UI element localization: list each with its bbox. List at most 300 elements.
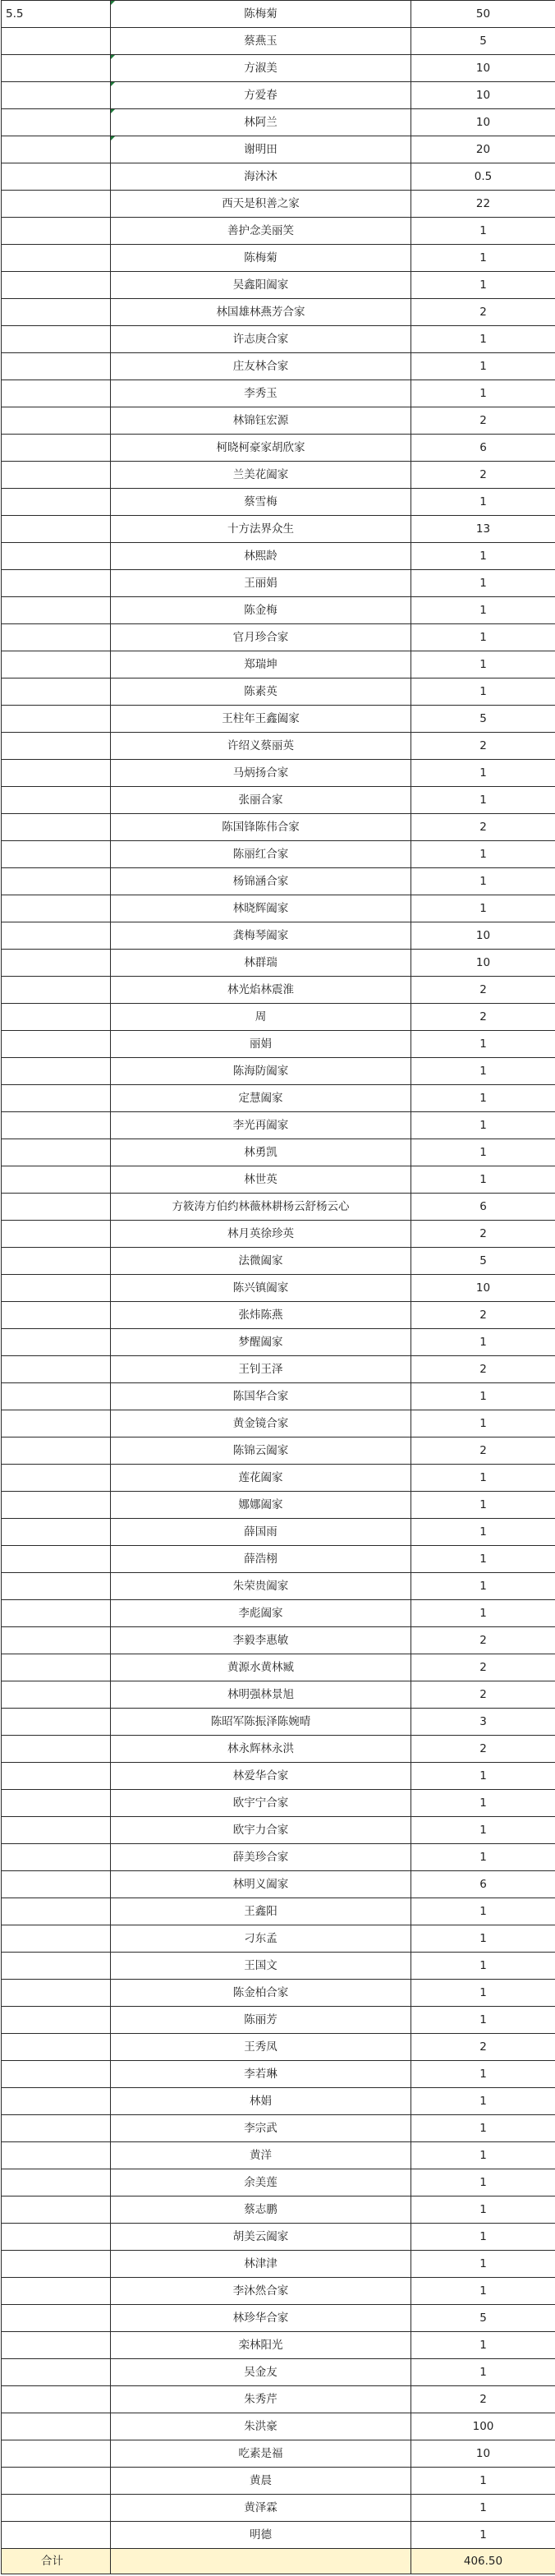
name-cell: 黄金镜合家 [111, 1410, 411, 1438]
amount-cell: 1 [411, 218, 555, 245]
amount-cell: 1 [411, 1980, 555, 2007]
amount-cell: 1 [411, 1763, 555, 1790]
name-cell: 方淑美 [111, 55, 411, 82]
date-cell [2, 760, 111, 787]
table-row [2, 2196, 555, 2224]
amount-cell: 1 [411, 2196, 555, 2224]
date-cell [2, 407, 111, 435]
amount-cell: 2 [411, 1627, 555, 1654]
amount-cell: 3 [411, 1709, 555, 1736]
amount-cell: 1 [411, 326, 555, 353]
name-cell: 林娟 [111, 2088, 411, 2115]
date-cell [2, 380, 111, 407]
total-amount: 406.50 [411, 2549, 555, 2574]
name-cell: 林勇凯 [111, 1139, 411, 1166]
table-row [2, 1817, 555, 1844]
date-cell [2, 2386, 111, 2413]
table-row [2, 2359, 555, 2386]
date-cell [2, 1871, 111, 1898]
amount-cell: 1 [411, 841, 555, 868]
table-row [2, 1980, 555, 2007]
date-cell [2, 1953, 111, 1980]
table-row [2, 2305, 555, 2332]
date-cell [2, 2468, 111, 2495]
amount-cell: 1 [411, 1410, 555, 1438]
date-cell [2, 1980, 111, 2007]
name-cell: 林晓辉阖家 [111, 895, 411, 922]
date-cell [2, 28, 111, 55]
table-row [2, 2332, 555, 2359]
amount-cell: 1 [411, 2359, 555, 2386]
amount-cell: 2 [411, 1356, 555, 1383]
date-cell [2, 109, 111, 136]
date-cell [2, 489, 111, 516]
table-row [2, 1844, 555, 1871]
date-cell [2, 895, 111, 922]
name-cell: 许志庚合家 [111, 326, 411, 353]
table-row [2, 1275, 555, 1302]
date-cell [2, 1681, 111, 1709]
name-cell: 余美莲 [111, 2169, 411, 2196]
table-row [2, 1194, 555, 1221]
table-row [2, 1627, 555, 1654]
table-row [2, 191, 555, 218]
date-cell [2, 1736, 111, 1763]
date-cell [2, 1898, 111, 1925]
table-row [2, 1139, 555, 1166]
date-cell [2, 868, 111, 895]
table-row [2, 787, 555, 814]
name-cell: 娜娜阖家 [111, 1492, 411, 1519]
table-row [2, 1438, 555, 1465]
name-cell: 黄洋 [111, 2142, 411, 2169]
amount-cell: 1 [411, 624, 555, 651]
amount-cell: 1 [411, 651, 555, 678]
date-cell [2, 2115, 111, 2142]
amount-cell: 1 [411, 1546, 555, 1573]
amount-cell: 1 [411, 1573, 555, 1600]
date-cell [2, 1329, 111, 1356]
date-cell [2, 2142, 111, 2169]
table-row [2, 1356, 555, 1383]
amount-cell: 1 [411, 1139, 555, 1166]
name-cell: 梦醒阖家 [111, 1329, 411, 1356]
date-cell [2, 651, 111, 678]
name-cell: 郑瑞坤 [111, 651, 411, 678]
name-cell: 林永辉林永洪 [111, 1736, 411, 1763]
amount-cell: 1 [411, 353, 555, 380]
date-cell [2, 136, 111, 163]
amount-cell: 10 [411, 109, 555, 136]
table-row [2, 1492, 555, 1519]
amount-cell: 1 [411, 1329, 555, 1356]
amount-cell: 2 [411, 1736, 555, 1763]
table-row [2, 1, 555, 28]
date-cell [2, 1438, 111, 1465]
date-cell: 5.5 [2, 1, 111, 28]
table-row [2, 245, 555, 272]
date-cell [2, 516, 111, 543]
date-cell [2, 922, 111, 950]
amount-cell: 1 [411, 1112, 555, 1139]
amount-cell: 1 [411, 868, 555, 895]
name-cell: 林阿兰 [111, 109, 411, 136]
amount-cell: 1 [411, 597, 555, 624]
date-cell [2, 245, 111, 272]
name-cell: 薛浩栩 [111, 1546, 411, 1573]
table-row [2, 1898, 555, 1925]
name-cell: 法微阖家 [111, 1248, 411, 1275]
name-cell: 王柱年王鑫阖家 [111, 706, 411, 733]
table-row [2, 55, 555, 82]
amount-cell: 2 [411, 407, 555, 435]
table-row [2, 2007, 555, 2034]
name-cell: 李沐然合家 [111, 2278, 411, 2305]
amount-cell: 1 [411, 380, 555, 407]
name-cell: 王秀凤 [111, 2034, 411, 2061]
name-cell: 陈素英 [111, 678, 411, 706]
name-cell: 欧宇宁合家 [111, 1790, 411, 1817]
date-cell [2, 1356, 111, 1383]
date-cell [2, 1031, 111, 1058]
amount-cell: 1 [411, 2251, 555, 2278]
table-row [2, 1925, 555, 1953]
amount-cell: 1 [411, 570, 555, 597]
name-cell: 陈昭军陈振泽陈婉晴 [111, 1709, 411, 1736]
name-cell: 官月珍合家 [111, 624, 411, 651]
table-row [2, 1736, 555, 1763]
date-cell [2, 1302, 111, 1329]
date-cell [2, 2495, 111, 2522]
amount-cell: 50 [411, 1, 555, 28]
amount-cell: 13 [411, 516, 555, 543]
name-cell: 王丽娟 [111, 570, 411, 597]
amount-cell: 10 [411, 922, 555, 950]
amount-cell: 2 [411, 1654, 555, 1681]
name-cell: 定慧阖家 [111, 1085, 411, 1112]
table-row [2, 1004, 555, 1031]
date-cell [2, 2007, 111, 2034]
amount-cell: 1 [411, 2495, 555, 2522]
name-cell: 薛国雨 [111, 1519, 411, 1546]
table-row [2, 2386, 555, 2413]
name-cell: 林群瑞 [111, 950, 411, 977]
name-cell: 周 [111, 1004, 411, 1031]
date-cell [2, 55, 111, 82]
amount-cell: 1 [411, 1600, 555, 1627]
name-cell: 林明义阖家 [111, 1871, 411, 1898]
amount-cell: 10 [411, 55, 555, 82]
date-cell [2, 326, 111, 353]
date-cell [2, 1248, 111, 1275]
date-cell [2, 272, 111, 299]
date-cell [2, 841, 111, 868]
date-cell [2, 1573, 111, 1600]
name-cell: 朱荣贵阖家 [111, 1573, 411, 1600]
date-cell [2, 2034, 111, 2061]
amount-cell: 1 [411, 2332, 555, 2359]
table-row [2, 868, 555, 895]
name-cell: 陈国华合家 [111, 1383, 411, 1410]
name-cell: 欧宇力合家 [111, 1817, 411, 1844]
name-cell: 黄源水黄林臧 [111, 1654, 411, 1681]
date-cell [2, 2196, 111, 2224]
name-cell: 林熙龄 [111, 543, 411, 570]
date-cell [2, 1519, 111, 1546]
table-row [2, 1166, 555, 1194]
date-cell [2, 2251, 111, 2278]
amount-cell: 1 [411, 2061, 555, 2088]
amount-cell: 6 [411, 435, 555, 462]
date-cell [2, 2169, 111, 2196]
table-row [2, 1112, 555, 1139]
date-cell [2, 1627, 111, 1654]
amount-cell: 1 [411, 1166, 555, 1194]
date-cell [2, 1085, 111, 1112]
date-cell [2, 1275, 111, 1302]
name-cell: 杨锦涵合家 [111, 868, 411, 895]
date-cell [2, 2305, 111, 2332]
name-cell: 林津津 [111, 2251, 411, 2278]
date-cell [2, 2088, 111, 2115]
amount-cell: 1 [411, 2278, 555, 2305]
amount-cell: 1 [411, 543, 555, 570]
name-cell: 蔡雪梅 [111, 489, 411, 516]
amount-cell: 6 [411, 1194, 555, 1221]
table-row [2, 950, 555, 977]
amount-cell: 1 [411, 2007, 555, 2034]
date-cell [2, 570, 111, 597]
table-row [2, 1410, 555, 1438]
table-row [2, 2061, 555, 2088]
amount-cell: 2 [411, 1438, 555, 1465]
table-row [2, 760, 555, 787]
name-cell: 林爱华合家 [111, 1763, 411, 1790]
amount-cell: 1 [411, 1383, 555, 1410]
date-cell [2, 1817, 111, 1844]
amount-cell: 1 [411, 272, 555, 299]
table-row [2, 1383, 555, 1410]
name-cell: 王国文 [111, 1953, 411, 1980]
date-cell [2, 1925, 111, 1953]
total-row [2, 2549, 555, 2574]
table-row [2, 218, 555, 245]
table-row [2, 2169, 555, 2196]
table-row [2, 435, 555, 462]
date-cell [2, 299, 111, 326]
table-row [2, 543, 555, 570]
table-row [2, 1953, 555, 1980]
table-row [2, 2142, 555, 2169]
amount-cell: 2 [411, 977, 555, 1004]
table-row [2, 2413, 555, 2440]
date-cell [2, 977, 111, 1004]
table-row [2, 326, 555, 353]
name-cell: 林光焰林震淮 [111, 977, 411, 1004]
date-cell [2, 1004, 111, 1031]
donation-ledger-table [1, 0, 555, 2574]
table-row [2, 109, 555, 136]
name-cell: 陈丽红合家 [111, 841, 411, 868]
table-row [2, 895, 555, 922]
table-row [2, 1654, 555, 1681]
date-cell [2, 787, 111, 814]
name-cell: 许绍义蔡丽英 [111, 733, 411, 760]
name-cell: 庄友林合家 [111, 353, 411, 380]
name-cell: 兰美花阖家 [111, 462, 411, 489]
name-cell: 李秀玉 [111, 380, 411, 407]
date-cell [2, 543, 111, 570]
date-cell [2, 1546, 111, 1573]
amount-cell: 2 [411, 814, 555, 841]
name-cell: 方爱春 [111, 82, 411, 109]
table-row [2, 1519, 555, 1546]
amount-cell: 1 [411, 1925, 555, 1953]
date-cell [2, 82, 111, 109]
name-cell: 方筱涛方伯约林薇林耕杨云舒杨云心 [111, 1194, 411, 1221]
table-row [2, 1302, 555, 1329]
table-row [2, 651, 555, 678]
date-cell [2, 1166, 111, 1194]
table-row [2, 28, 555, 55]
date-cell [2, 1654, 111, 1681]
date-cell [2, 1709, 111, 1736]
amount-cell: 6 [411, 1871, 555, 1898]
table-row [2, 163, 555, 191]
date-cell [2, 218, 111, 245]
table-row [2, 814, 555, 841]
amount-cell: 5 [411, 706, 555, 733]
name-cell: 李毅李惠敏 [111, 1627, 411, 1654]
name-cell: 陈国锋陈伟合家 [111, 814, 411, 841]
amount-cell: 1 [411, 1031, 555, 1058]
date-cell [2, 2413, 111, 2440]
amount-cell: 0.5 [411, 163, 555, 191]
name-cell: 明德 [111, 2522, 411, 2549]
table-row [2, 2088, 555, 2115]
amount-cell: 1 [411, 2142, 555, 2169]
amount-cell: 2 [411, 462, 555, 489]
table-row [2, 272, 555, 299]
amount-cell: 1 [411, 2169, 555, 2196]
table-row [2, 136, 555, 163]
name-cell: 陈梅菊 [111, 1, 411, 28]
name-cell: 龚梅琴阖家 [111, 922, 411, 950]
date-cell [2, 1221, 111, 1248]
amount-cell: 10 [411, 1275, 555, 1302]
table-row [2, 1681, 555, 1709]
name-cell: 薛美珍合家 [111, 1844, 411, 1871]
amount-cell: 1 [411, 678, 555, 706]
table-row [2, 1465, 555, 1492]
amount-cell: 5 [411, 2305, 555, 2332]
date-cell [2, 2061, 111, 2088]
table-row [2, 2224, 555, 2251]
amount-cell: 1 [411, 245, 555, 272]
name-cell: 十方法界众生 [111, 516, 411, 543]
name-cell: 林世英 [111, 1166, 411, 1194]
name-cell: 朱洪豪 [111, 2413, 411, 2440]
date-cell [2, 1763, 111, 1790]
amount-cell: 1 [411, 1844, 555, 1871]
amount-cell: 1 [411, 760, 555, 787]
date-cell [2, 2359, 111, 2386]
total-label: 合计 [2, 2549, 111, 2574]
date-cell [2, 2224, 111, 2251]
table-row [2, 1573, 555, 1600]
date-cell [2, 1790, 111, 1817]
name-cell: 丽娟 [111, 1031, 411, 1058]
table-row [2, 977, 555, 1004]
date-cell [2, 1383, 111, 1410]
date-cell [2, 678, 111, 706]
amount-cell: 1 [411, 1085, 555, 1112]
table-row [2, 380, 555, 407]
name-cell: 陈金梅 [111, 597, 411, 624]
date-cell [2, 1465, 111, 1492]
amount-cell: 1 [411, 1953, 555, 1980]
amount-cell: 1 [411, 787, 555, 814]
amount-cell: 1 [411, 1058, 555, 1085]
date-cell [2, 191, 111, 218]
amount-cell: 20 [411, 136, 555, 163]
name-cell: 陈兴镇阖家 [111, 1275, 411, 1302]
total-name-cell [111, 2549, 411, 2574]
table-row [2, 1763, 555, 1790]
amount-cell: 2 [411, 299, 555, 326]
table-row [2, 353, 555, 380]
amount-cell: 5 [411, 28, 555, 55]
date-cell [2, 2332, 111, 2359]
name-cell: 陈海防阖家 [111, 1058, 411, 1085]
name-cell: 李宗武 [111, 2115, 411, 2142]
table-row [2, 2115, 555, 2142]
amount-cell: 1 [411, 2088, 555, 2115]
date-cell [2, 1112, 111, 1139]
table-row [2, 489, 555, 516]
date-cell [2, 2278, 111, 2305]
date-cell [2, 624, 111, 651]
name-cell: 吴金友 [111, 2359, 411, 2386]
amount-cell: 1 [411, 1519, 555, 1546]
name-cell: 林明强林景旭 [111, 1681, 411, 1709]
table-row [2, 1709, 555, 1736]
amount-cell: 10 [411, 82, 555, 109]
name-cell: 张炜陈燕 [111, 1302, 411, 1329]
table-row [2, 82, 555, 109]
name-cell: 吴鑫阳阖家 [111, 272, 411, 299]
name-cell: 黄泽霖 [111, 2495, 411, 2522]
name-cell: 林国雄林燕芳合家 [111, 299, 411, 326]
table-row [2, 2278, 555, 2305]
amount-cell: 1 [411, 2468, 555, 2495]
date-cell [2, 462, 111, 489]
name-cell: 善护念美丽笑 [111, 218, 411, 245]
name-cell: 黄晨 [111, 2468, 411, 2495]
date-cell [2, 353, 111, 380]
date-cell [2, 1492, 111, 1519]
amount-cell: 1 [411, 1898, 555, 1925]
table-row [2, 1058, 555, 1085]
table-row [2, 597, 555, 624]
name-cell: 胡美云阖家 [111, 2224, 411, 2251]
table-row [2, 407, 555, 435]
table-row [2, 2522, 555, 2549]
date-cell [2, 950, 111, 977]
name-cell: 李光再阖家 [111, 1112, 411, 1139]
name-cell: 王鑫阳 [111, 1898, 411, 1925]
name-cell: 林锦钰宏源 [111, 407, 411, 435]
